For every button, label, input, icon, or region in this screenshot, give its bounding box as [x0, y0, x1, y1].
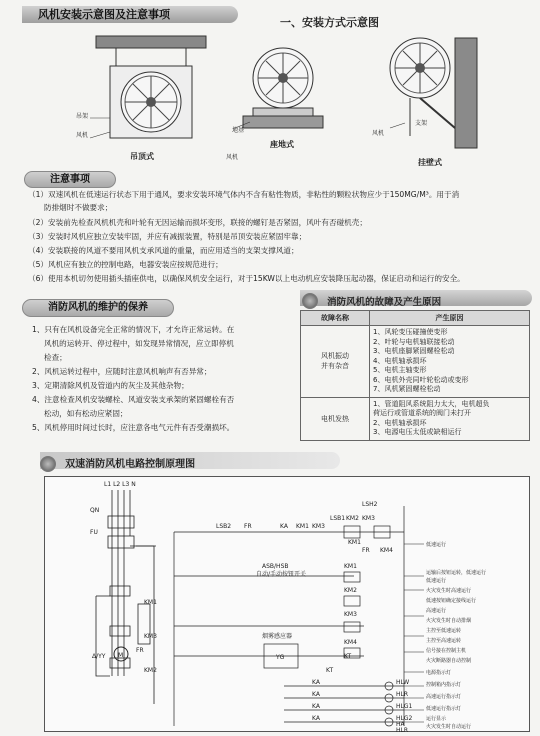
- label-ka-1: KA: [312, 679, 320, 686]
- label-kt-2: KT: [326, 667, 334, 674]
- label-left-km3: KM3: [144, 633, 157, 640]
- label-left-fr: FR: [136, 647, 144, 654]
- desc-8: 主控至高速运转: [426, 638, 462, 644]
- label-fan-1: 风机: [76, 132, 89, 139]
- desc-1: 运输后按钮运转，低速运行: [426, 570, 487, 576]
- maint-line-7: 松动，如有松动应紧固；: [44, 409, 128, 418]
- maint-line-1: 1、只有在风机设备完全正常的情况下，才允许正常运转。在: [32, 325, 235, 334]
- install-header: 风机安装示意图及注意事项: [22, 6, 238, 23]
- desc-0: 低速运行: [426, 542, 447, 548]
- faults-header-wrap: [300, 290, 532, 306]
- label-motor: M: [118, 652, 124, 659]
- circuit-diagram: [44, 476, 530, 732]
- label-fan-3: 风机: [372, 130, 385, 137]
- maint-line-6: 4、注意检查风机安装螺栓、风道安装支承架的紧固螺栓有否: [32, 395, 235, 404]
- caption-floor: 座地式: [270, 140, 294, 149]
- fault-table-head: [301, 311, 530, 326]
- label-qn: QN: [90, 507, 100, 514]
- label-lsb1: LSB1: [330, 515, 346, 522]
- label-support: 支架: [415, 120, 428, 127]
- note-line-6: （5）风机应有独立的控制电路，电器安装应按规范进行；: [28, 260, 223, 269]
- right-descriptions: [426, 541, 486, 730]
- note-line-3: （2）安装前先检查风机机壳和叶轮有无因运输而损坏变形，联接的螺钉是否紧固，风叶有否碰机壳；: [28, 218, 367, 227]
- cause-item: 3、电机座脚紧固螺栓松动: [373, 347, 455, 355]
- desc-3: 火灾发生时高速运行: [426, 588, 472, 594]
- label-ka-4: KA: [312, 715, 320, 722]
- bullet-icon: [40, 456, 56, 472]
- note-line-1: （1）双速风机在低速运行状态下用于通风，要求安装环境气体内不含有粘性物质，非粘性的颗粒状物应少于150MG/M³。用于消: [28, 190, 460, 199]
- desc-2: 低速运行: [426, 578, 447, 584]
- label-left-km2: KM2: [144, 667, 157, 674]
- label-fr: FR: [244, 523, 252, 530]
- label-smoke: 烟雾感应器: [262, 633, 293, 640]
- label-frb: FR: [362, 547, 370, 554]
- cause-item: 1、风轮变压碰撞使变形: [373, 328, 448, 336]
- lamp-hlg2: HLG2: [396, 715, 413, 722]
- ceiling-mount-drawing: [90, 36, 206, 138]
- maint-line-8: 5、风机停用时间过长时，应注意各电气元件有否受潮损坏。: [32, 423, 235, 432]
- label-ka-3: KA: [312, 703, 320, 710]
- label-mid-km2: KM2: [344, 587, 357, 594]
- desc-13: 高速运行指示灯: [426, 694, 462, 700]
- cause-item: 7、风机紧固螺栓松动: [373, 385, 441, 393]
- label-lsh2: LSH2: [362, 501, 378, 508]
- desc-14: 低速运行指示灯: [426, 706, 462, 712]
- label-fu: FU: [90, 529, 98, 536]
- note-line-4: （3）安装时风机应独立安装牢固，并应有减振装置，特别是吊顶安装应紧固牢靠；: [28, 232, 307, 241]
- desc-12: 控制箱内指示灯: [426, 682, 462, 688]
- install-subtitle: 一、安装方式示意图: [280, 16, 379, 29]
- caption-ceiling: 吊顶式: [130, 152, 154, 161]
- desc-9: 信号接在控制主机: [426, 648, 467, 654]
- label-km2: KM2: [346, 515, 359, 522]
- fault-name-vibration: 风机振动 并有杂音: [301, 326, 370, 398]
- circuit-header-wrap: [40, 452, 340, 469]
- desc-5: 高速运行: [426, 608, 447, 614]
- circuit-header: 双速消防风机电路控制原理图: [65, 459, 196, 470]
- fault-name-overheat: 电机发热: [301, 397, 370, 440]
- label-km1: KM1: [296, 523, 309, 530]
- label-yg: YG: [276, 654, 285, 661]
- col-fault-cause: 产生原因: [370, 311, 530, 326]
- label-km3b: KM3: [362, 515, 375, 522]
- note-line-2: 防排烟时不做要求；: [44, 203, 113, 212]
- bullet-icon: [302, 293, 318, 309]
- label-ka-2: KA: [312, 691, 320, 698]
- fault-causes-overheat: [370, 397, 530, 440]
- lamp-ha: HA: [396, 721, 405, 728]
- fault-causes-vibration: [370, 326, 530, 398]
- faults-header: 消防风机的故障及产生原因: [327, 297, 442, 308]
- maintenance-header: 消防风机的维护的保养: [22, 299, 174, 317]
- cause-item: 3、电源电压太低或缺相运行: [373, 428, 462, 436]
- desc-10: 火灾断路器自动控制: [426, 658, 472, 664]
- label-asb: ASB/HSB: [262, 563, 289, 570]
- label-phase: L1 L2 L3 N: [104, 481, 136, 488]
- cause-item: 6、电机外壳同叶轮松动或变形: [373, 375, 469, 384]
- maint-line-3: 检查；: [44, 353, 67, 362]
- lamp-hlr-2: HLR: [396, 727, 409, 732]
- label-kt-1: KT: [344, 653, 352, 660]
- note-line-5: （4）安装联接的风道不要用风机支承风道的重量，而应用适当的支架支撑风道；: [28, 246, 299, 255]
- label-lsb2: LSB2: [216, 523, 232, 530]
- cause-item: 4、电机轴承损坏: [373, 356, 427, 365]
- floor-mount-drawing: [235, 48, 323, 128]
- desc-15: 运行显示: [426, 716, 447, 722]
- desc-16: 火灾发生时自动运行: [426, 724, 472, 730]
- control-lines: [174, 506, 404, 726]
- label-auto-manual: 自动/手动按钮开关: [256, 571, 307, 578]
- label-fan-2: 风机: [226, 154, 239, 161]
- label-mid-km1: KM1: [344, 563, 357, 570]
- label-km3: KM3: [312, 523, 325, 530]
- caption-wall: 挂壁式: [418, 158, 442, 167]
- label-km1b: KM1: [348, 539, 361, 546]
- note-line-7: （6）使用本机切勿使用插头插座供电，以确保风机安全运行，对于15KW以上电动机应安装降压起动器，保证启动和运行的安全。: [28, 274, 465, 283]
- label-hanger: 吊架: [76, 113, 89, 120]
- label-left-delta: Δ/YY: [92, 653, 106, 660]
- fault-table: [300, 310, 530, 441]
- lamp-hlr: HLR: [396, 691, 409, 698]
- cause-item: 1、管道阻风系统阻力太大，电机超负: [373, 399, 490, 408]
- cause-item: 2、叶轮与电机轴联接松动: [373, 337, 455, 346]
- wall-mount-drawing: [390, 38, 477, 148]
- lamp-hlw: HLW: [396, 679, 410, 686]
- label-km4: KM4: [380, 547, 393, 554]
- cause-item: 5、电机主轴变形: [373, 366, 427, 374]
- maint-line-2: 风机的运转开、停过程中，如发现异常情况，应立即停机: [44, 339, 234, 348]
- label-mid-km3: KM3: [344, 611, 357, 618]
- cause-item: 2、电机轴承损坏: [373, 418, 427, 427]
- notes-header: 注意事项: [24, 171, 116, 188]
- label-mid-km4: KM4: [344, 639, 357, 646]
- lamp-hlg1: HLG1: [396, 703, 413, 710]
- label-left-km1: KM1: [144, 599, 157, 606]
- cause-item: 荷运行或管道系统的阀门未打开: [373, 409, 471, 417]
- maint-line-5: 3、定期清除风机及管道内的灰尘及其他杂物；: [32, 381, 189, 390]
- desc-7: 主控至低速运转: [426, 628, 462, 634]
- maint-line-4: 2、风机运转过程中，应随时注意风机响声有否异常；: [32, 367, 212, 376]
- label-footing: 地基: [232, 127, 245, 134]
- desc-11: 电源指示灯: [426, 670, 452, 676]
- table-row: [301, 326, 530, 398]
- label-ka: KA: [280, 523, 288, 530]
- desc-6: 火灾发生时自动排烟: [426, 618, 472, 624]
- table-row: [301, 397, 530, 440]
- desc-4: 低速按钮确定接线运行: [426, 598, 477, 604]
- col-fault-name: 故障名称: [301, 311, 370, 326]
